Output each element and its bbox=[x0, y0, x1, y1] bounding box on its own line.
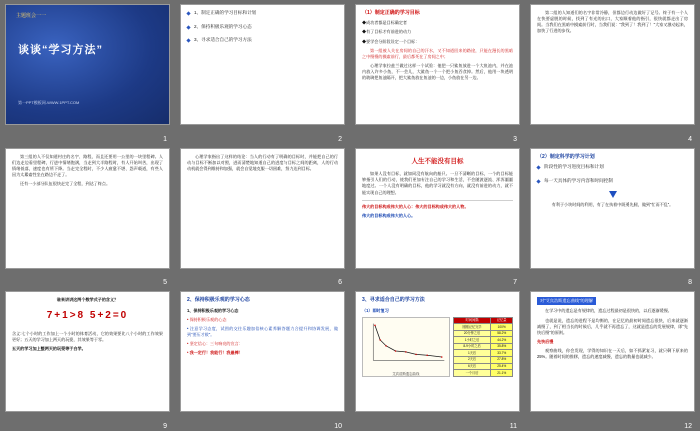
slide-1-title: 谈谈“学习方法” bbox=[18, 44, 103, 56]
slide-7-para-1: 如果人没有目标，就如同没有航向的船只。一旦不清晰的目标，一个的目标能够指引人们的行动，使我们更加专注自己的学习和生活，不会随波逐流、浑浑噩噩地度过。一个人没有明确的目标，他的学习就没有方向，就没有前进的动力，就不能实现自己的理想。 bbox=[362, 171, 513, 195]
slide-2[interactable] bbox=[180, 4, 345, 125]
slide-7[interactable] bbox=[355, 148, 520, 269]
slide-cell-11[interactable] bbox=[350, 287, 525, 431]
slide-6[interactable] bbox=[180, 148, 345, 269]
slide-number-6: 6 bbox=[338, 279, 342, 287]
cell-value: 21.1% bbox=[491, 370, 513, 377]
cell-time: 6天后 bbox=[453, 363, 491, 370]
slide-cell-8[interactable] bbox=[525, 144, 700, 288]
slide-12-footer: 观察曲线，你会发现，学得的知识在一天后，如不抓紧复习，就只剩下原来的25%。随着时间的推移，遗忘的速度减慢，遗忘的数量也就减少。 bbox=[537, 348, 688, 360]
slide-9-last: 五天的学习加上整两天的玩耍等于白学。 bbox=[12, 346, 86, 352]
slide-cell-4[interactable] bbox=[525, 0, 700, 144]
slide-number-11: 11 bbox=[509, 423, 517, 430]
slide-cell-5[interactable] bbox=[0, 144, 175, 288]
slide-12-para-1: 在学习中的遗忘是有规律的，遗忘过程最初是很快的，以后逐渐缓慢。 bbox=[545, 308, 672, 314]
slide-cell-7[interactable] bbox=[350, 144, 525, 288]
slide-8[interactable] bbox=[530, 148, 695, 269]
slide-7-quote-block bbox=[362, 200, 513, 219]
slide-5-para-1: 第三组的人不仅知道村庄的名字、路程，而且还要用一公里的一块里程碑。人们边走边看里程碑，行进中情绪饱满，当走到大半路程时，有人开始叫苦，出现了情绪低落，速度也有所下降。当走完全程时，不少人疲惫不堪、怨声载道，有些人因为太累索性坐在路边不走了。 bbox=[12, 153, 163, 178]
table-header-time: 时间间隔 bbox=[453, 317, 491, 324]
list-item: 1、制定正确的学习目标和计划 bbox=[187, 10, 338, 17]
slide-1-footer: 第一PPT模板网-WWW.1PPT.COM bbox=[18, 100, 80, 106]
slide-cell-2[interactable] bbox=[175, 0, 350, 144]
slide-3[interactable] bbox=[355, 4, 520, 125]
cell-time: 8-9小时之后 bbox=[453, 343, 491, 350]
slide-7-quote-2: 伟大的目标构成伟大的人心。 bbox=[362, 212, 416, 218]
slide-cell-6[interactable] bbox=[175, 144, 350, 288]
slide-7-quote-1: 伟大的目标构成伟大的人心：伟大的目标构成伟大的人物。 bbox=[362, 203, 469, 209]
forgetting-curve-svg bbox=[363, 318, 449, 372]
memory-table bbox=[453, 317, 513, 377]
slide-1-background bbox=[6, 5, 169, 124]
cell-time: 1小时之后 bbox=[453, 337, 491, 344]
slide-11-subheader: （1）即时复习 bbox=[362, 307, 389, 313]
list-item: 每一天具体的学习内容和时间控制 bbox=[537, 178, 688, 185]
cell-value: 44.2% bbox=[491, 337, 513, 344]
slide-7-title: 人生不能没有目标 bbox=[411, 157, 464, 165]
cell-time: 刚刚记忆完毕 bbox=[453, 324, 491, 331]
slide-11-chart-area bbox=[362, 317, 513, 377]
table-header-memory: 记忆量 bbox=[491, 317, 513, 324]
slide-number-7: 7 bbox=[513, 279, 517, 287]
slide-cell-3[interactable] bbox=[350, 0, 525, 144]
cell-value: 100% bbox=[491, 324, 513, 331]
slide-8-footer: 有利于小块时间的利用，有了在执着中既勇先腿，做到“忙而不乱”。 bbox=[551, 202, 674, 208]
slide-3-para-1: ◆成功者都是目标确定者 bbox=[362, 20, 408, 26]
slide-8-bullet-list bbox=[537, 164, 688, 184]
slide-1-subtitle: 主题班会一一 bbox=[16, 13, 47, 19]
slide-10-item-2: • 注意学习态度，试图的交往乐趣加倍核心素养解答题力合提升和协调发展，做到“要压才败”。 bbox=[187, 325, 338, 337]
slide-9-question: 谁来讲讲这两个数学式子的含义？ bbox=[56, 297, 119, 303]
slide-1[interactable] bbox=[5, 4, 170, 125]
slide-3-para-3: ◆要学会分阶段设定一个目标： bbox=[362, 38, 420, 44]
slide-3-header: （1）制定正确的学习目标 bbox=[362, 10, 420, 16]
list-item: 阶段性的学习进度目标和计划 bbox=[537, 164, 688, 171]
slide-10-item-4: • 我一定行！我能行！我最棒！ bbox=[187, 350, 243, 356]
slide-number-8: 8 bbox=[688, 279, 692, 287]
table-row bbox=[453, 370, 512, 377]
slide-10-item-3: • 坚定信心：三句响亮的宣言： bbox=[187, 341, 243, 347]
cell-time: 一个月后 bbox=[453, 370, 491, 377]
slide-cell-1[interactable] bbox=[0, 0, 175, 144]
cell-value: 27.8% bbox=[491, 357, 513, 364]
slide-11[interactable] bbox=[355, 291, 520, 412]
forgetting-curve-chart bbox=[362, 317, 450, 377]
slide-10-item-1: • 保持积极乐观的心态 bbox=[187, 316, 227, 322]
slide-8-header: （2）制定科学的学习计划 bbox=[537, 153, 595, 160]
cell-value: 25.4% bbox=[491, 363, 513, 370]
slide-6-para-1: 心理学家指出了这样的结论：当人的行动有了明确的目标时，并能把自己的行动与目标不断加以对照，进而清楚地知道自己的进度与目标之间的距离，人的行动动机就会得到维持和加强，就会自觉地克服一切困难，努力达到目标。 bbox=[187, 153, 338, 171]
slide-number-1: 1 bbox=[163, 135, 167, 143]
cell-time: 1天后 bbox=[453, 350, 491, 357]
slide-12-highlight-1: 先快后慢 bbox=[537, 338, 554, 344]
slide-12-header: 对“艾宾浩斯遗忘曲线”的理解 bbox=[537, 297, 596, 305]
slide-4[interactable] bbox=[530, 4, 695, 125]
slide-9-formula: 7+1>8 5+2=0 bbox=[46, 310, 129, 322]
cell-value: 58.2% bbox=[491, 330, 513, 337]
slide-number-10: 10 bbox=[334, 423, 342, 430]
slide-3-para-highlight: 第一组被人关在房间的自己的汗水，又不知道回来的路途，只能在漫长的黑暗之中慢慢的摸索前行，最后都死在了房间之中； bbox=[362, 47, 513, 59]
cell-time: 20分钟之后 bbox=[453, 330, 491, 337]
down-arrow-icon bbox=[609, 191, 617, 198]
slide-cell-10[interactable] bbox=[175, 287, 350, 431]
list-item: 2、保持积极乐观的学习心态 bbox=[187, 24, 338, 31]
slide-number-9: 9 bbox=[163, 423, 167, 430]
slide-3-para-4: 心理学家拉兹兰做过这样一个试验：他把一只鲨鱼放进一个大鱼池内，并在池内放入许多小鱼，不一会儿，大鲨鱼一个一个把小鱼吞食掉。然后，他用一块透明的玻璃把鱼池隔开，把大鲨鱼放在鱼池的一边，小鱼放在另一边。 bbox=[362, 62, 513, 81]
slide-10[interactable] bbox=[180, 291, 345, 412]
cell-value: 33.7% bbox=[491, 350, 513, 357]
slide-9-explain: 含义:七个小时的工作加上一个小时的体育活动，它的效果要比八个小时的工作效果更好；五天的学习加上两天的玩耍，其效果等于零。 bbox=[12, 330, 163, 343]
slide-9[interactable] bbox=[5, 291, 170, 412]
slide-2-bullet-list bbox=[187, 10, 338, 44]
slide-12-para-2: 也就是说，遗忘的进程不是均衡的，在记忆的最初时间遗忘很快，后来就逐渐减慢了，到了相当长的时候后，几乎就不再遗忘了，这就是遗忘的发展规律，即“先快后慢”的原则。 bbox=[537, 317, 688, 335]
slide-number-3: 3 bbox=[513, 135, 517, 143]
list-item: 3、寻求适合自己的学习方法 bbox=[187, 37, 338, 44]
slide-3-para-2: ◆有了目标才有前进的动力 bbox=[362, 29, 412, 35]
cell-time: 2天后 bbox=[453, 357, 491, 364]
slide-cell-9[interactable] bbox=[0, 287, 175, 431]
slide-10-header: 2、保持积极乐观的学习心态 bbox=[187, 297, 250, 304]
slide-5-para-2: 还有一小部分队伍很快走完了全程，到达了终点。 bbox=[20, 181, 111, 187]
slide-11-header: 3、寻求适合自己的学习方法 bbox=[362, 297, 425, 304]
slide-12[interactable] bbox=[530, 291, 695, 412]
slide-4-para-1: 第二组的人知道们的名字非常冷静，但都边行动边做好了记号。终于有一个人在快要虚脱的时候，找到了有光的出口，大家顺着他的指引，很快就都走出了房间。当我们在黑暗中摸索前行时，当我们说：“我到了！我到了！”大家又激动起来，加快了行进的步伐。 bbox=[537, 10, 688, 34]
slide-number-2: 2 bbox=[338, 135, 342, 143]
slide-5[interactable] bbox=[5, 148, 170, 269]
slide-number-5: 5 bbox=[163, 279, 167, 287]
chart-caption: 艾宾浩斯遗忘曲线 bbox=[392, 371, 420, 376]
cell-value: 35.8% bbox=[491, 343, 513, 350]
slide-number-12: 12 bbox=[684, 423, 692, 430]
slide-number-4: 4 bbox=[688, 135, 692, 143]
slide-cell-12[interactable] bbox=[525, 287, 700, 431]
slide-10-subheader: 1、保持积极乐观的学习心态 bbox=[187, 307, 239, 313]
